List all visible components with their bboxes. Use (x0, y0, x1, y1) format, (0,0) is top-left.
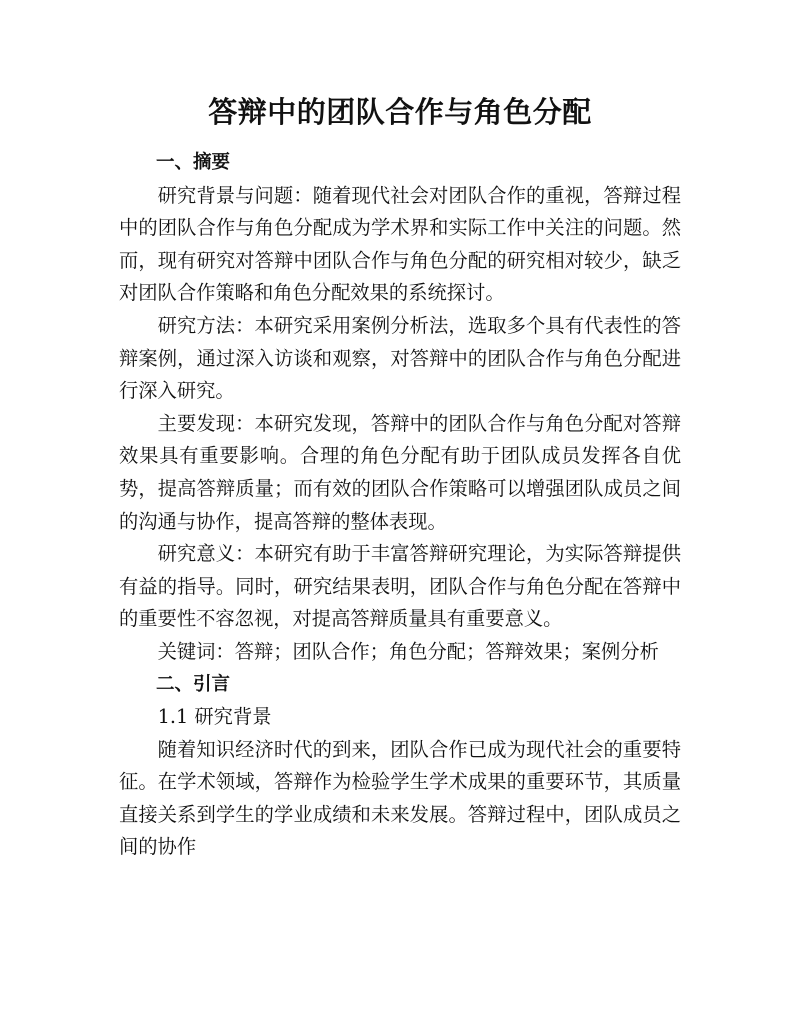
abstract-paragraph-findings: 主要发现：本研究发现，答辩中的团队合作与角色分配对答辩效果具有重要影响。合理的角色分配有助于团队成员发挥各自优势，提高答辩质量；而有效的团队合作策略可以增强团队成员之间的沟通与协作，提高答辩的整体表现。 (119, 411, 681, 533)
keywords-line: 关键词：答辩；团队合作；角色分配；答辩效果；案例分析 (157, 639, 659, 663)
abstract-paragraph-method: 研究方法：本研究采用案例分析法，选取多个具有代表性的答辩案例，通过深入访谈和观察，对答辩中的团队合作与角色分配进行深入研究。 (119, 313, 681, 403)
section-heading-abstract: 一、摘要 (156, 152, 231, 173)
document-body (119, 147, 681, 864)
abstract-paragraph-significance: 研究意义：本研究有助于丰富答辩研究理论，为实际答辩提供有益的指导。同时，研究结果表明，团队合作与角色分配在答辩中的重要性不容忽视，对提高答辩质量具有重要意义。 (119, 542, 681, 631)
subsection-heading-background: 1.1 研究背景 (157, 705, 272, 729)
abstract-paragraph-background: 研究背景与问题：随着现代社会对团队合作的重视，答辩过程中的团队合作与角色分配成为学术界和实际工作中关注的问题。然而，现有研究对答辩中团队合作与角色分配的研究相对较少，缺乏对团队合作策略和角色分配效果的系统探讨。 (119, 183, 681, 305)
document-title: 答辩中的团队合作与角色分配 (208, 95, 592, 129)
introduction-paragraph: 随着知识经济时代的到来，团队合作已成为现代社会的重要特征。在学术领域，答辩作为检验学生学术成果的重要环节，其质量直接关系到学生的学业成绩和未来发展。答辩过程中，团队成员之间的协作 (119, 737, 681, 859)
section-heading-introduction: 二、引言 (156, 673, 231, 695)
